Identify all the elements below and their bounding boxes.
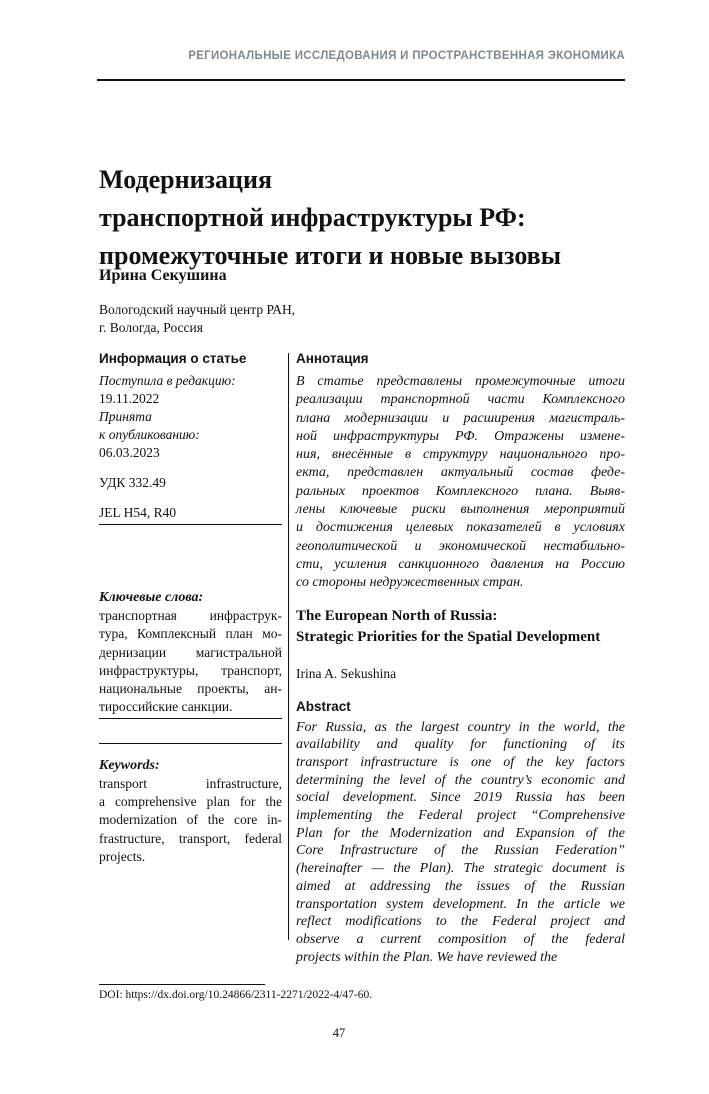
separator-rule: [99, 524, 282, 525]
text-line: frastructure, transport, federal: [99, 830, 282, 846]
text-line: промежуточные итоги и новые вызовы: [99, 241, 562, 270]
text-line: сти, усиления санкционного давления на Россию: [296, 556, 625, 572]
text-line: transport infrastructure is one of the key factors: [296, 754, 625, 770]
text-line: и достижения целевых показателей в условиях: [296, 520, 625, 536]
author-name: Ирина Секушина: [99, 267, 227, 284]
english-title: [296, 606, 625, 648]
text-line: Модернизация: [99, 165, 273, 194]
text-line: reflect modifications to the Federal project and: [296, 914, 625, 930]
text-line: инфраструктуры, транспорт,: [99, 662, 282, 678]
keywords-en-heading: Keywords:: [99, 757, 160, 773]
text-line: Strategic Priorities for the Spatial Development: [296, 628, 601, 645]
accepted-label-line2: к опубликованию:: [99, 427, 200, 442]
text-line: projects.: [99, 848, 146, 864]
jel-code: JEL H54, R40: [99, 505, 177, 520]
doi-text: DOI: https://dx.doi.org/10.24866/2311-2271/2022-4/47-60.: [99, 989, 373, 1001]
text-line: транспортной инфраструктуры РФ:: [99, 203, 526, 232]
udc-code: УДК 332.49: [99, 475, 166, 490]
text-line: Core Infrastructure of the Russian Federation”: [296, 843, 625, 859]
separator-rule: [99, 718, 282, 719]
text-line: ной инфраструктуры РФ. Отражены измене-: [296, 428, 625, 444]
received-date: 19.11.2022: [99, 391, 160, 406]
text-line: determining the level of the country’s economic and: [296, 772, 625, 788]
info-heading: Информация о статье: [99, 351, 247, 366]
text-line: екта, представлен актуальный состав феде-: [296, 465, 625, 481]
running-head: РЕГИОНАЛЬНЫЕ ИССЛЕДОВАНИЯ И ПРОСТРАНСТВЕННАЯ ЭКОНОМИКА: [188, 50, 625, 62]
text-line: implementing the Federal project “Comprehensive: [296, 808, 625, 824]
text-line: Plan for the Modernization and Expansion of the: [296, 825, 625, 841]
received-label: Поступила в редакцию:: [99, 373, 236, 388]
abstract-text: [296, 719, 625, 967]
text-line: For Russia, as the largest country in the world, the: [296, 719, 625, 735]
article-title: [99, 161, 624, 275]
text-line: availability and quality for functioning of its: [296, 737, 625, 753]
text-line: projects within the Plan. We have reviewed the: [296, 949, 558, 965]
text-line: The European North of Russia:: [296, 607, 498, 624]
text-line: (hereinafter — the Plan). The strategic document is: [296, 861, 625, 877]
text-line: social development. Since 2019 Russia has been: [296, 790, 625, 806]
column-divider-rule: [288, 353, 289, 940]
text-line: aimed at addressing the issues of the Russian: [296, 878, 625, 894]
separator-rule: [99, 743, 282, 744]
accepted-date: 06.03.2023: [99, 445, 160, 460]
text-line: транспортная инфраструк-: [99, 608, 282, 623]
footnote-rule: [99, 984, 265, 985]
text-line: a comprehensive plan for the: [99, 794, 282, 810]
keywords-en-text: [99, 775, 282, 866]
text-line: ральных проектов Комплексного плана. Выяв-: [296, 483, 625, 499]
header-rule: [97, 79, 625, 81]
accepted-label-line1: Принята: [99, 409, 152, 424]
author-affiliation: [99, 301, 399, 336]
text-line: В статье представлены промежуточные итоги: [296, 374, 625, 389]
abstract-heading: Abstract: [296, 698, 351, 714]
page-number: 47: [332, 1026, 346, 1040]
keywords-ru-text: [99, 607, 282, 717]
text-line: modernization of the core in-: [99, 812, 282, 828]
text-line: лены ключевые риски выполнения мероприятий: [296, 502, 625, 518]
text-line: национальные проекты, ан-: [99, 681, 282, 697]
text-line: плана модернизации и расширения магистраль-: [296, 410, 625, 426]
text-line: реализации транспортной части Комплексного: [296, 392, 625, 408]
text-line: тироссийские санкции.: [99, 699, 233, 715]
text-line: тура, Комплексный план мо-: [99, 626, 282, 642]
annotation-text: [296, 373, 625, 593]
keywords-ru-heading: Ключевые слова:: [99, 590, 204, 605]
text-line: со стороны недружественных стран.: [296, 575, 524, 591]
text-line: г. Вологда, Россия: [99, 319, 203, 335]
abstract-column: [296, 350, 625, 966]
text-line: геополитической и экономической нестабильно-: [296, 538, 625, 554]
text-line: transportation system development. In the article we: [296, 896, 625, 912]
text-line: transport infrastructure,: [99, 775, 282, 791]
text-line: observe a current composition of the federal: [296, 932, 625, 947]
text-line: Вологодский научный центр РАН,: [99, 302, 296, 317]
annotation-heading: Аннотация: [296, 351, 369, 366]
text-line: ния, внесённые в структуру национального про-: [296, 447, 625, 463]
article-info-column: [99, 350, 282, 866]
info-dates: [99, 372, 282, 462]
text-line: дернизации магистральной: [99, 644, 282, 660]
english-author-name: Irina A. Sekushina: [296, 665, 397, 681]
